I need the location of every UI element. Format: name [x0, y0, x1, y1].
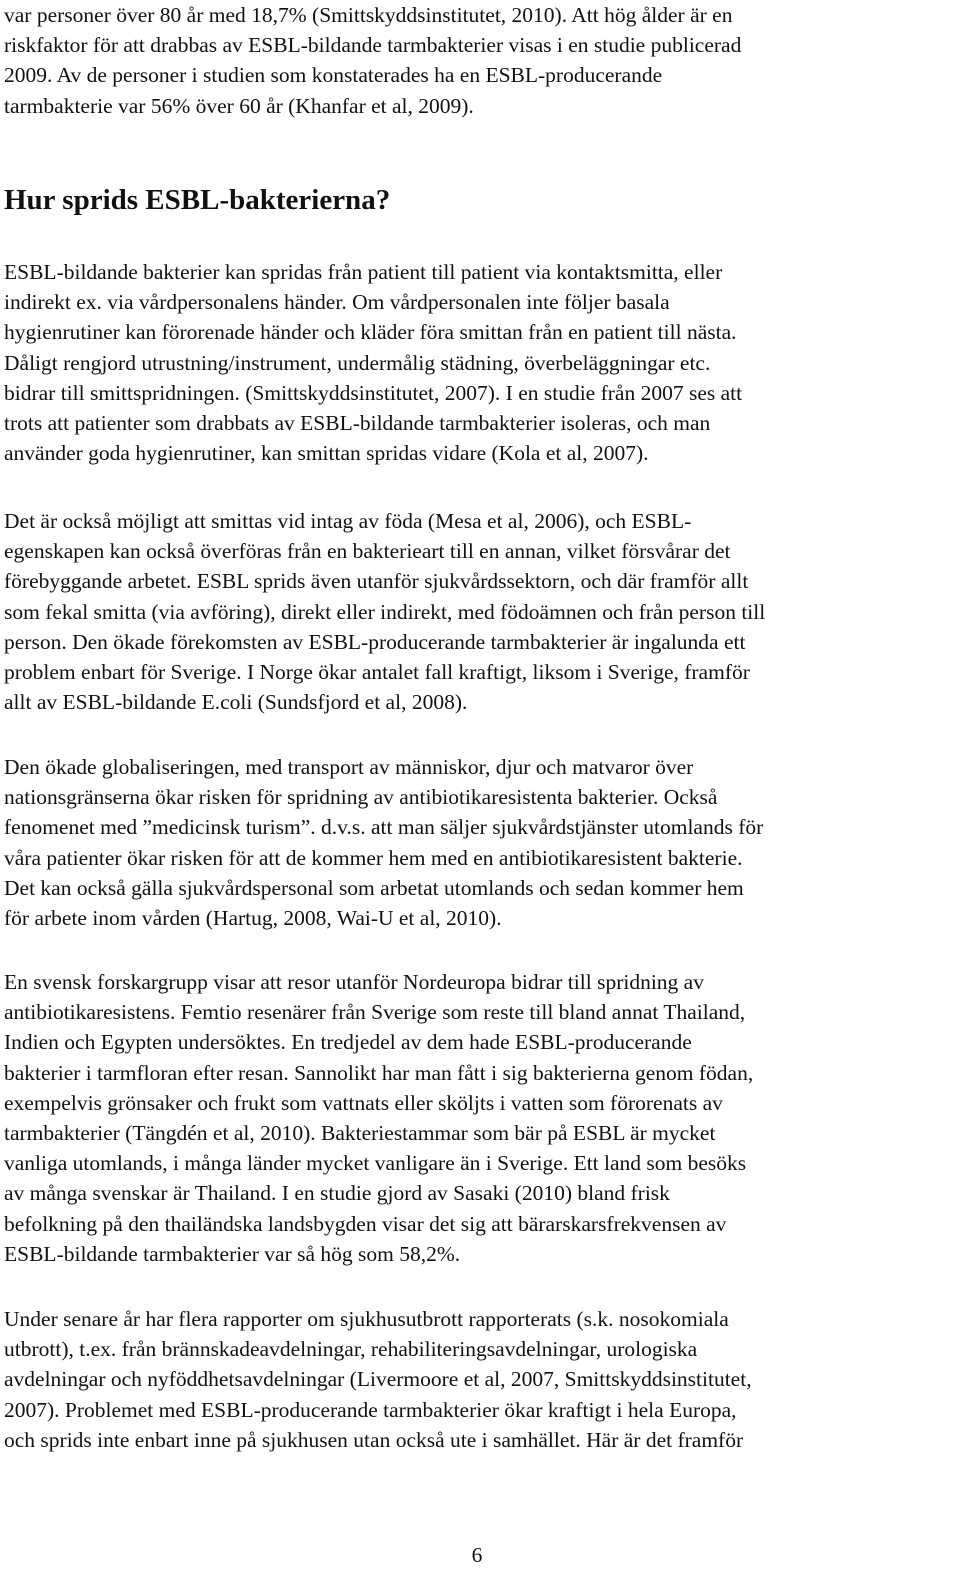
text-line: Indien och Egypten undersöktes. En tredjedel av dem hade ESBL-producerande	[4, 1030, 692, 1055]
text-line: och sprids inte enbart inne på sjukhusen utan också ute i samhället. Här är det framför	[4, 1427, 744, 1452]
text-line: indirekt ex. via vårdpersonalens händer. Om vårdpersonalen inte följer basala	[4, 290, 670, 315]
intro-paragraph	[4, 0, 741, 121]
paragraph-hospital-outbreaks	[4, 1304, 752, 1455]
text-line: avdelningar och nyföddhetsavdelningar (Livermoore et al, 2007, Smittskyddsinstitutet,	[4, 1367, 752, 1392]
section-heading: Hur sprids ESBL-bakterierna?	[4, 184, 391, 216]
document-page	[4, 0, 950, 1587]
text-line: 2007). Problemet med ESBL-producerande tarmbakterier ökar kraftigt i hela Europa,	[4, 1397, 737, 1422]
text-line: fenomenet med ”medicinsk turism”. d.v.s. att man säljer sjukvårdstjänster utomlands för	[4, 815, 764, 840]
text-line: 2009. Av de personer i studien som konstaterades ha en ESBL-producerande	[4, 63, 663, 88]
page-number: 6	[471, 1543, 483, 1567]
text-line: person. Den ökade förekomsten av ESBL-producerande tarmbakterier är ingalunda ett	[4, 629, 746, 654]
paragraph-spread-contact	[4, 257, 742, 468]
text-line: riskfaktor för att drabbas av ESBL-bildande tarmbakterier visas i en studie publicerad	[4, 33, 742, 58]
text-line: Den ökade globaliseringen, med transport av människor, djur och matvaror över	[4, 755, 694, 779]
text-line: befolkning på den thailändska landsbygden visar det sig att bärarskarsfrekvensen av	[4, 1211, 727, 1236]
text-line: förebyggande arbetet. ESBL sprids även utanför sjukvårdssektorn, och där framför allt	[4, 569, 749, 594]
text-line: Det kan också gälla sjukvårdspersonal som arbetat utomlands och sedan kommer hem	[4, 875, 744, 900]
text-line: trots att patienter som drabbats av ESBL-bildande tarmbakterier isoleras, och man	[4, 411, 711, 436]
text-line: utbrott), t.ex. från brännskadeavdelningar, rehabiliteringsavdelningar, urologiska	[4, 1337, 698, 1362]
text-line: ESBL-bildande bakterier kan spridas från patient till patient via kontaktsmitta, eller	[4, 260, 723, 284]
text-line: bakterier i tarmfloran efter resan. Sannolikt har man fått i sig bakterierna genom födan,	[4, 1060, 754, 1085]
text-line: ESBL-bildande tarmbakterier var så hög som 58,2%.	[4, 1241, 461, 1266]
paragraph-globalisation	[4, 752, 763, 933]
paragraph-travel-research	[4, 967, 753, 1269]
text-line: hygienrutiner kan förorenade händer och kläder föra smittan från en patient till nästa.	[4, 320, 737, 345]
text-line: Dåligt rengjord utrustning/instrument, undermålig städning, överbeläggningar etc.	[4, 350, 711, 375]
text-line: problem enbart för Sverige. I Norge ökar antalet fall kraftigt, liksom i Sverige, framför	[4, 660, 750, 685]
text-line: exempelvis grönsaker och frukt som vattnats eller sköljts i vatten som förorenats av	[4, 1090, 723, 1115]
text-line: tarmbakterier (Tängdén et al, 2010). Bakteriestammar som bär på ESBL är mycket	[4, 1121, 716, 1146]
text-line: Det är också möjligt att smittas vid intag av föda (Mesa et al, 2006), och ESBL-	[4, 509, 692, 533]
text-line: nationsgränserna ökar risken för spridning av antibiotikaresistenta bakterier. Också	[4, 785, 718, 810]
text-line: bidrar till smittspridningen. (Smittskyddsinstitutet, 2007). I en studie från 2007 ses att	[4, 380, 743, 405]
text-line: antibiotikaresistens. Femtio resenärer från Sverige som reste till bland annat Thailand,	[4, 1000, 746, 1025]
text-line: En svensk forskargrupp visar att resor utanför Nordeuropa bidrar till spridning av	[4, 970, 704, 994]
text-line: våra patienter ökar risken för att de kommer hem med en antibiotikaresistent bakterie.	[4, 845, 743, 870]
text-line: tarmbakterie var 56% över 60 år (Khanfar et al, 2009).	[4, 93, 474, 118]
text-line: använder goda hygienrutiner, kan smittan spridas vidare (Kola et al, 2007).	[4, 441, 649, 466]
text-line: var personer över 80 år med 18,7% (Smittskyddsinstitutet, 2010). Att hög ålder är en	[4, 3, 733, 27]
text-line: vanliga utomlands, i många länder mycket vanligare än i Sverige. Ett land som besöks	[4, 1151, 747, 1176]
paragraph-food-transfer	[4, 506, 765, 717]
text-line: egenskapen kan också överföras från en bakterieart till en annan, vilket försvårar det	[4, 539, 731, 564]
text-line: av många svenskar är Thailand. I en studie gjord av Sasaki (2010) bland frisk	[4, 1181, 670, 1206]
text-line: allt av ESBL-bildande E.coli (Sundsfjord et al, 2008).	[4, 690, 468, 715]
text-line: som fekal smitta (via avföring), direkt eller indirekt, med födoämnen och från person till	[4, 599, 766, 624]
text-line: för arbete inom vården (Hartug, 2008, Wai-U et al, 2010).	[4, 906, 502, 931]
text-line: Under senare år har flera rapporter om sjukhusutbrott rapporterats (s.k. nosokomiala	[4, 1307, 729, 1331]
